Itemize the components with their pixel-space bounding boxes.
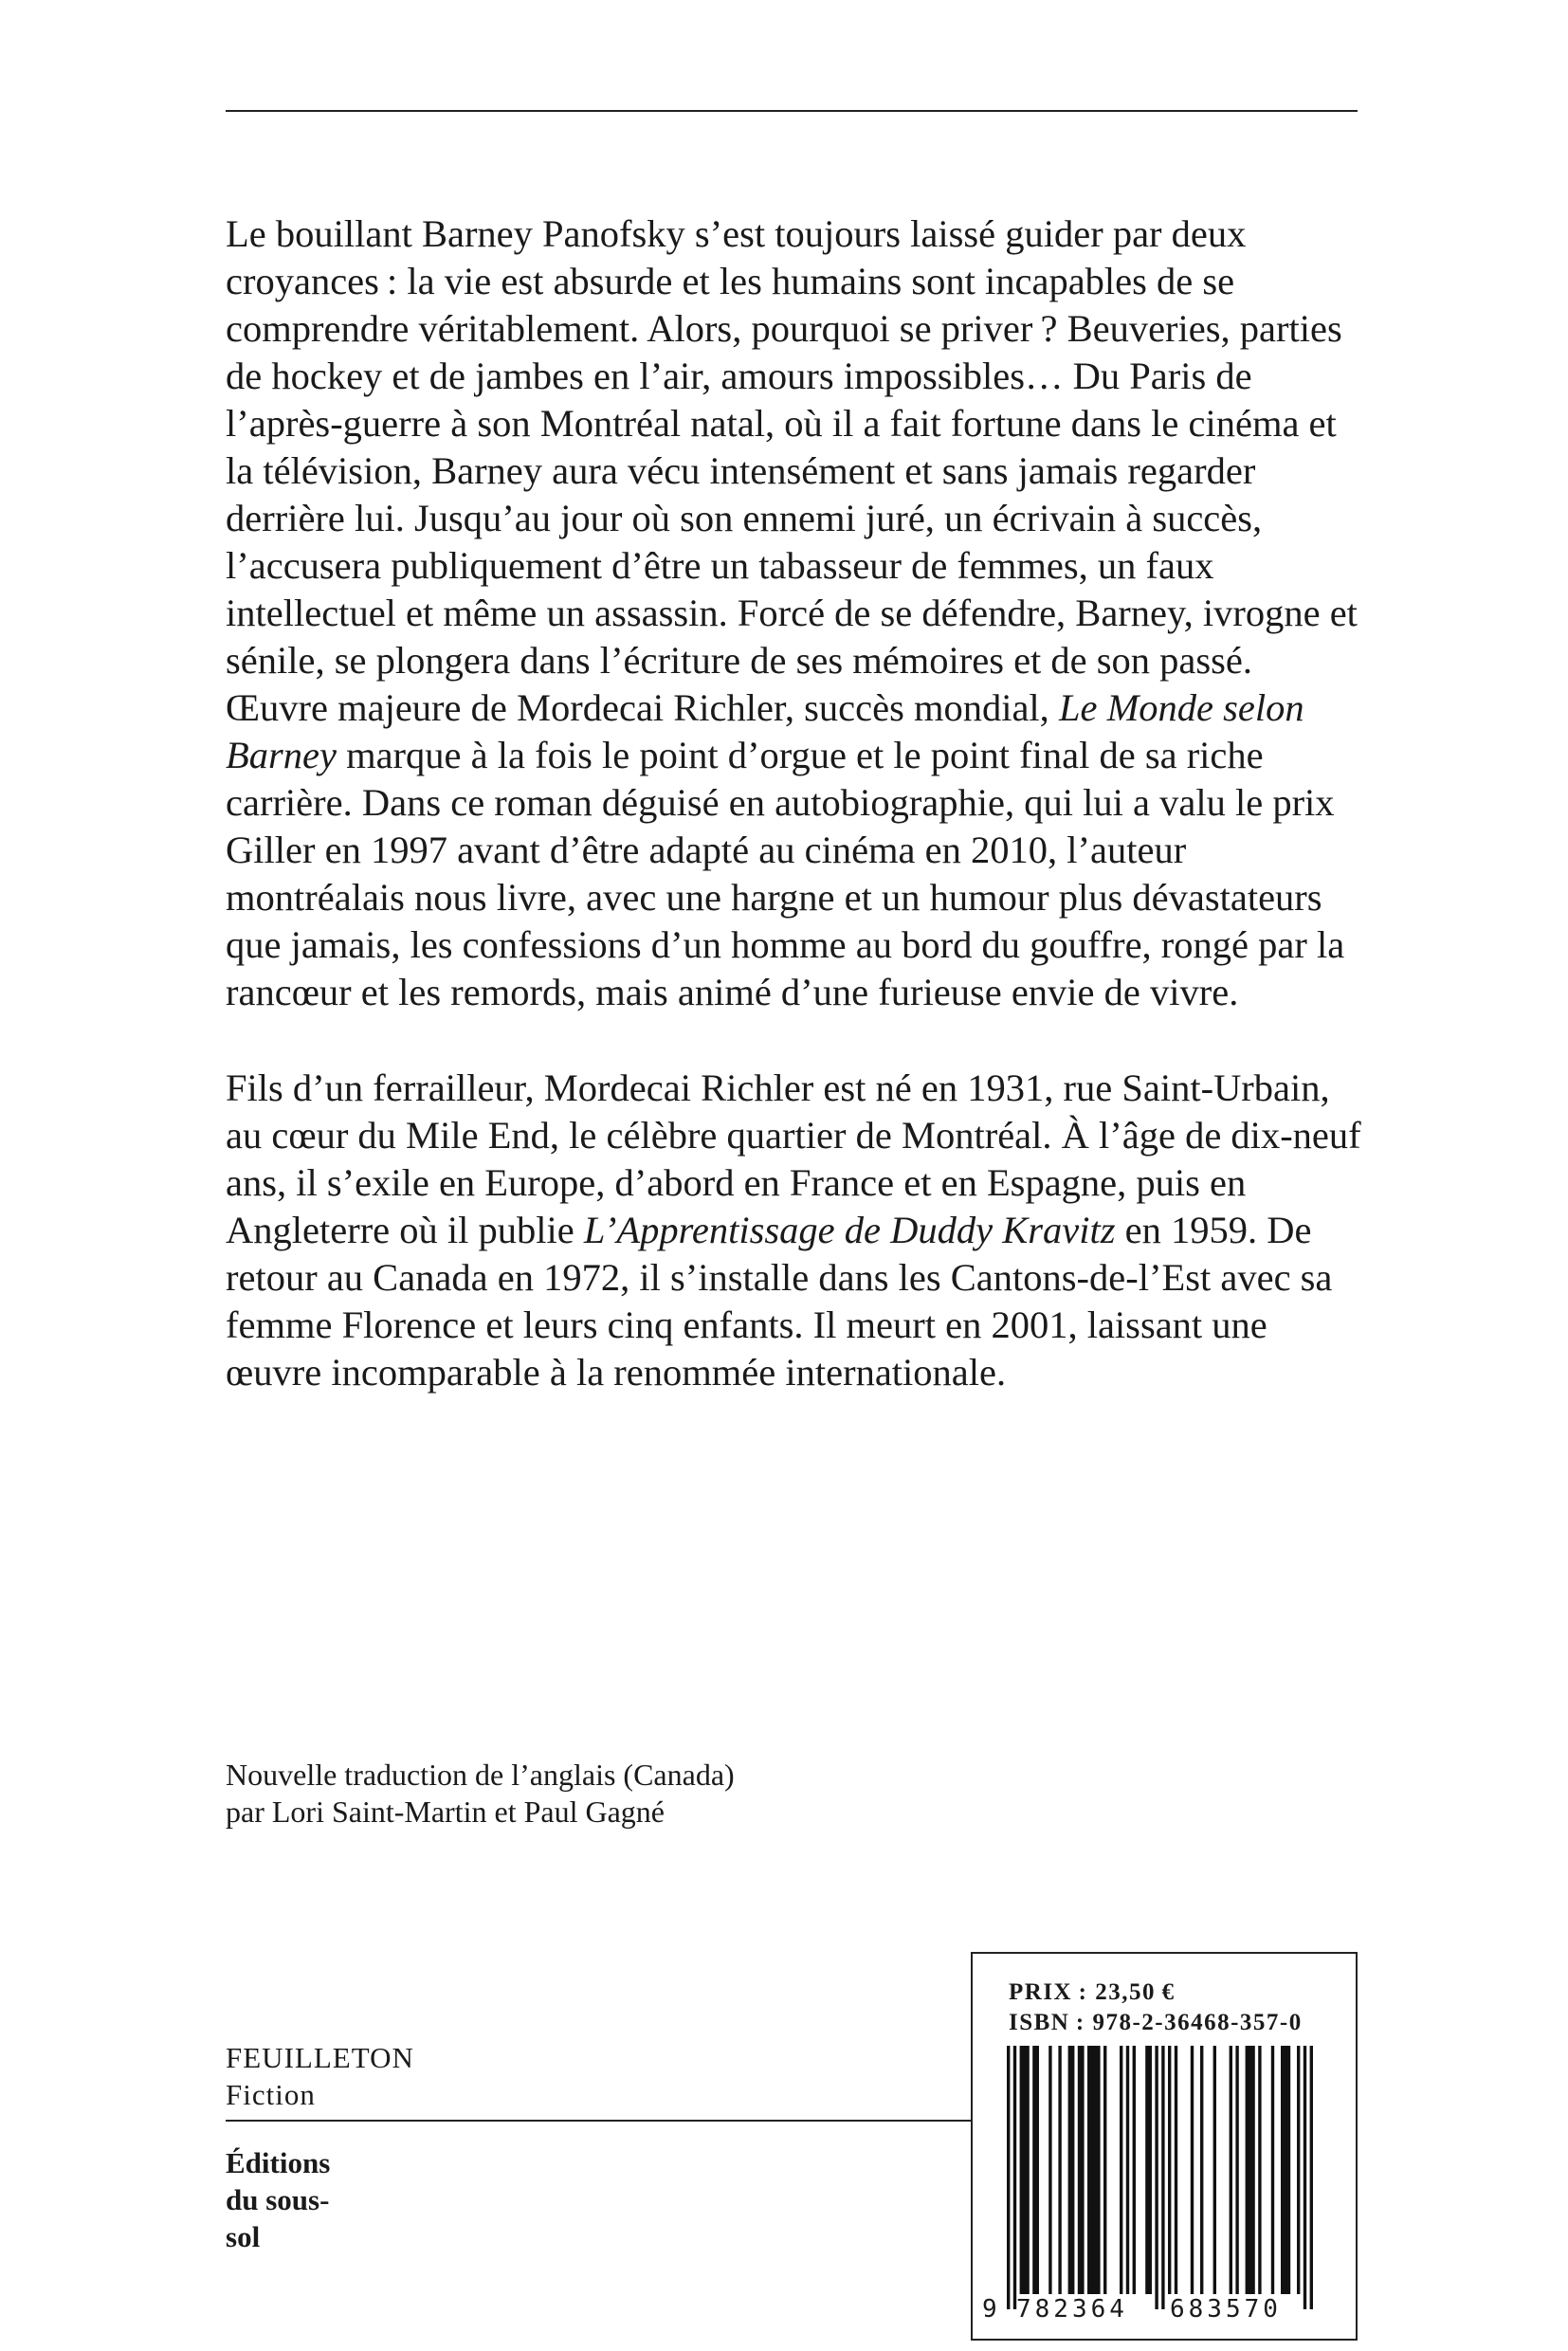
translation-credit-line-1: Nouvelle traduction de l’anglais (Canada) bbox=[226, 1758, 735, 1792]
barcode-bar bbox=[1126, 2046, 1129, 2294]
isbn-label: ISBN : 978-2-36468-357-0 bbox=[1009, 2010, 1303, 2035]
barcode-bar bbox=[1200, 2046, 1203, 2294]
author-bio-text-1: Fils d’un ferrailleur, Mordecai Richler est né en 1931, rue Saint-Urbain, au cœur du Mile End, le célèbre quartier de Montréal. À l’âge de dix-neuf ans, il s’exile en Europe, d’abord en France et en Espagne, puis en Angleterre où il publie bbox=[226, 1066, 1361, 1251]
synopsis-text-1: Le bouillant Barney Panofsky s’est toujours laissé guider par deux croyances : la vie est absurde et les humains sont incapables de se comprendre véritablement. Alors, pourquoi se priver ? Beuveries, parties de hockey et de jambes en l’air, amours impossibles… Du Paris de l’après-guerre à son Montréal natal, où il a fait fortune dans le cinéma et la télévision, Barney aura vécu intensément et sans jamais regarder derrière lui. Jusqu’au jour où son ennemi juré, un écrivain à succès, l’accusera publiquement d’être un tabasseur de femmes, un faux intellectuel et même un assassin. Forcé de se défendre, Barney, ivrogne et sénile, se plongera dans l’écriture de ses mémoires et de son passé. Œuvre majeure de Mordecai Richler, succès mondial, bbox=[226, 212, 1358, 729]
barcode-bar bbox=[1068, 2046, 1075, 2294]
book-title: Le Monde selon Barney bbox=[226, 686, 1304, 776]
barcode-bar bbox=[1213, 2046, 1216, 2294]
barcode-bar bbox=[1103, 2046, 1106, 2294]
barcode-digits-right: 683570 bbox=[1170, 2295, 1282, 2324]
top-rule bbox=[226, 110, 1358, 112]
barcode-bar bbox=[1020, 2046, 1030, 2294]
barcode-bar bbox=[1168, 2046, 1171, 2294]
barcode-bar bbox=[1161, 2046, 1164, 2309]
collection-imprint bbox=[226, 2039, 414, 2113]
publisher-line-2: du sous- bbox=[226, 2183, 330, 2216]
barcode-bar bbox=[1007, 2046, 1010, 2309]
barcode-bar bbox=[1310, 2046, 1313, 2309]
barcode-graphic bbox=[973, 1954, 1356, 2339]
back-cover-blurb bbox=[226, 210, 1363, 1396]
barcode-bar bbox=[1246, 2046, 1255, 2294]
price-label: PRIX : 23,50 € bbox=[1009, 1979, 1176, 2005]
barcode-bar bbox=[1281, 2046, 1290, 2294]
barcode-bar bbox=[1133, 2046, 1136, 2294]
barcode-digits-left: 782364 bbox=[1016, 2295, 1128, 2324]
barcode-bar bbox=[1304, 2046, 1306, 2309]
synopsis-text-2: marque à la fois le point d’orgue et le point final de sa riche carrière. Dans ce roman déguisé en autobiographie, qui lui a valu le prix Giller en 1997 avant d’être adapté au cinéma en 2010, l’auteur montréalais nous livre, avec une hargne et un humour plus dévastateurs que jamais, les confessions d’un homme au bord du gouffre, rongé par la rancœur et les remords, mais animé d’une furieuse envie de vivre. bbox=[226, 734, 1345, 1013]
barcode-bar bbox=[1175, 2046, 1177, 2294]
barcode-bar bbox=[1120, 2046, 1122, 2294]
barcode-bar bbox=[1048, 2046, 1051, 2294]
barcode-bar bbox=[1258, 2046, 1261, 2294]
barcode-bar bbox=[1230, 2046, 1232, 2294]
barcode-bar bbox=[1145, 2046, 1152, 2294]
barcode-bar bbox=[1235, 2046, 1238, 2294]
barcode-bar bbox=[1155, 2046, 1158, 2309]
barcode-bar bbox=[1271, 2046, 1274, 2294]
translation-credit-line-2: par Lori Saint-Martin et Paul Gagné bbox=[226, 1795, 665, 1829]
barcode-box bbox=[971, 1952, 1358, 2341]
author-bio-paragraph bbox=[226, 1065, 1363, 1396]
synopsis-paragraph bbox=[226, 210, 1363, 1016]
publisher-name bbox=[226, 2144, 330, 2255]
barcode-bar bbox=[1191, 2046, 1194, 2294]
barcode-bar bbox=[1297, 2046, 1300, 2294]
other-book-title: L’Apprentissage de Duddy Kravitz bbox=[583, 1209, 1116, 1251]
barcode-bar bbox=[1087, 2046, 1101, 2294]
translation-credit bbox=[226, 1757, 735, 1831]
publisher-line-1: Éditions bbox=[226, 2146, 331, 2179]
mid-rule bbox=[226, 2120, 971, 2122]
barcode-digit-first: 9 bbox=[982, 2295, 997, 2324]
barcode-bar bbox=[1058, 2046, 1061, 2294]
barcode-bar bbox=[1013, 2046, 1016, 2309]
collection-genre: Fiction bbox=[226, 2078, 316, 2111]
collection-name: FEUILLETON bbox=[226, 2041, 414, 2074]
barcode-bar bbox=[1032, 2046, 1039, 2294]
barcode-bar bbox=[1078, 2046, 1085, 2294]
publisher-line-3: sol bbox=[226, 2220, 261, 2253]
author-bio-text-2: en 1959. De retour au Canada en 1972, il s’installe dans les Cantons-de-l’Est avec sa femme Florence et leurs cinq enfants. Il meurt en 2001, laissant une œuvre incomparable à la renommée internationale. bbox=[226, 1209, 1333, 1394]
